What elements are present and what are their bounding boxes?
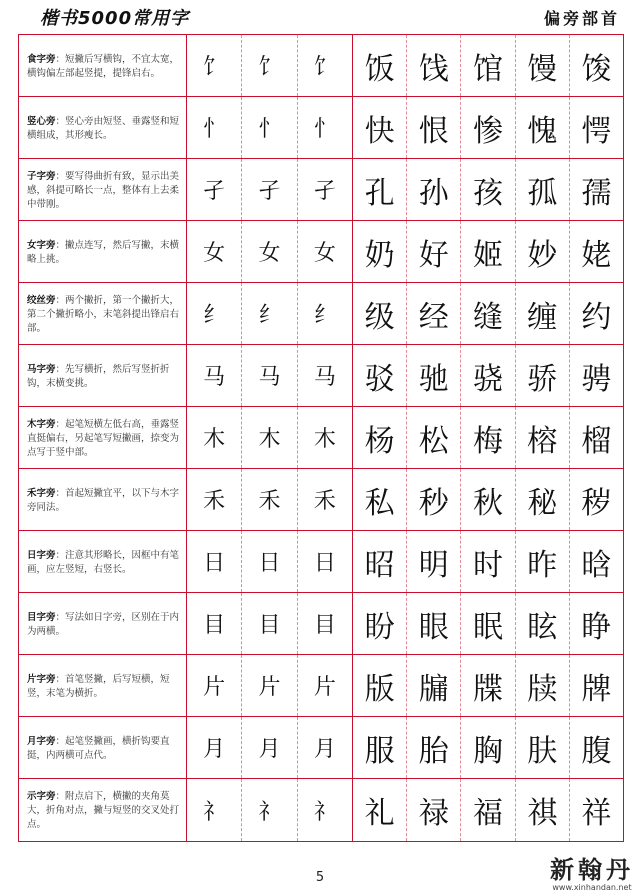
radical-glyph: 纟 bbox=[187, 283, 242, 344]
radical-name: 马字旁 bbox=[27, 363, 56, 375]
radical-description bbox=[19, 97, 187, 158]
example-character: 姬 bbox=[461, 221, 515, 282]
radical-row bbox=[19, 159, 623, 221]
example-character: 榕 bbox=[516, 407, 570, 468]
radical-explanation: ：写法如日字旁，区别在于内为两横。 bbox=[27, 611, 180, 637]
radical-glyph: 木 bbox=[313, 427, 336, 452]
example-characters bbox=[353, 531, 623, 592]
example-character: 骋 bbox=[581, 361, 612, 397]
example-character: 恨 bbox=[407, 97, 461, 158]
radical-name: 禾字旁 bbox=[27, 487, 56, 499]
radical-name: 子字旁 bbox=[27, 170, 56, 182]
example-character: 胎 bbox=[407, 717, 461, 778]
radical-glyph: 月 bbox=[187, 717, 242, 778]
example-character: 福 bbox=[461, 779, 515, 841]
watermark-logo-text: 新翰丹 bbox=[550, 855, 634, 884]
example-character: 秘 bbox=[516, 469, 570, 530]
radical-explanation: ：竖心旁由短竖、垂露竖和短横组成，其形瘦长。 bbox=[27, 115, 180, 141]
example-character: 孺 bbox=[581, 175, 612, 211]
example-characters bbox=[353, 407, 623, 468]
example-characters bbox=[353, 35, 623, 96]
watermark-url: www.xinhandan.net bbox=[552, 883, 632, 892]
example-character: 馆 bbox=[461, 35, 515, 96]
radical-glyph: 孑 bbox=[242, 159, 297, 220]
example-character: 礼 bbox=[353, 779, 407, 841]
radical-practice-cells bbox=[187, 779, 353, 841]
radical-glyph: 片 bbox=[242, 655, 297, 716]
example-character: 盼 bbox=[353, 593, 407, 654]
example-character: 眠 bbox=[461, 593, 515, 654]
radical-practice-cells bbox=[187, 655, 353, 716]
example-character: 秋 bbox=[461, 469, 515, 530]
radical-glyph: 马 bbox=[313, 365, 336, 390]
radical-glyph: 纟 bbox=[313, 303, 336, 328]
example-character: 愕 bbox=[581, 113, 612, 149]
example-characters bbox=[353, 593, 623, 654]
example-character: 眩 bbox=[516, 593, 570, 654]
radical-glyph: 马 bbox=[187, 345, 242, 406]
example-character: 好 bbox=[407, 221, 461, 282]
radical-explanation: ：要写得曲折有致，显示出美感，斜提可略长一点，整体有上去柔中带刚。 bbox=[27, 170, 180, 210]
radical-row bbox=[19, 345, 623, 407]
radical-explanation: ：撇点连写，然后写撇，末横略上挑。 bbox=[27, 239, 180, 265]
example-character: 骁 bbox=[461, 345, 515, 406]
radical-practice-cells bbox=[187, 97, 353, 158]
example-character: 眼 bbox=[407, 593, 461, 654]
radical-row bbox=[19, 97, 623, 159]
radical-name: 目字旁 bbox=[27, 611, 56, 623]
example-character: 孩 bbox=[461, 159, 515, 220]
radical-practice-cells bbox=[187, 345, 353, 406]
example-character: 饯 bbox=[407, 35, 461, 96]
example-character: 缠 bbox=[516, 283, 570, 344]
radical-explanation: ：首起短撇宜平，以下与木字旁同法。 bbox=[27, 487, 180, 513]
radical-explanation: ：首笔竖撇，后写短横，短竖，末笔为横折。 bbox=[27, 673, 170, 699]
radical-name: 女字旁 bbox=[27, 239, 56, 251]
radical-glyph: 片 bbox=[313, 675, 336, 700]
example-character: 惨 bbox=[461, 97, 515, 158]
example-character: 睁 bbox=[581, 609, 612, 645]
example-character: 馂 bbox=[581, 51, 612, 87]
radical-glyph: 女 bbox=[187, 221, 242, 282]
example-character: 腹 bbox=[581, 733, 612, 769]
example-character: 晗 bbox=[581, 547, 612, 583]
radical-glyph: 礻 bbox=[187, 779, 242, 841]
radical-practice-cells bbox=[187, 159, 353, 220]
radical-description bbox=[19, 283, 187, 344]
example-character: 牖 bbox=[407, 655, 461, 716]
example-character: 姥 bbox=[581, 237, 612, 273]
radical-glyph: 月 bbox=[242, 717, 297, 778]
example-character: 缝 bbox=[461, 283, 515, 344]
radical-name: 食字旁 bbox=[27, 53, 56, 65]
example-character: 梅 bbox=[461, 407, 515, 468]
radical-name: 日字旁 bbox=[27, 549, 56, 561]
radical-glyph: 目 bbox=[313, 613, 336, 638]
radical-practice-cells bbox=[187, 593, 353, 654]
radical-row bbox=[19, 717, 623, 779]
watermark bbox=[550, 850, 634, 892]
example-characters bbox=[353, 779, 623, 841]
radical-explanation: ：起笔竖撇画，横折钩要直挺，内两横可点代。 bbox=[27, 735, 170, 761]
radical-practice-table bbox=[18, 34, 624, 842]
radical-explanation: ：起笔短横左低右高，垂露竖直挺偏右，另起笔写短撇画，捺变为点写于竖中部。 bbox=[27, 418, 180, 458]
book-title: 楷书5000常用字 bbox=[40, 8, 190, 29]
radical-description bbox=[19, 407, 187, 468]
example-character: 明 bbox=[407, 531, 461, 592]
example-character: 松 bbox=[407, 407, 461, 468]
radical-explanation: ：先写横折，然后写竖折折钩，末横变挑。 bbox=[27, 363, 170, 389]
radical-row bbox=[19, 407, 623, 469]
radical-glyph: 礻 bbox=[313, 799, 336, 825]
radical-name: 片字旁 bbox=[27, 673, 56, 685]
radical-description bbox=[19, 593, 187, 654]
radical-description bbox=[19, 469, 187, 530]
radical-name: 竖心旁 bbox=[27, 115, 56, 127]
radical-row bbox=[19, 283, 623, 345]
example-character: 骄 bbox=[516, 345, 570, 406]
example-character: 榴 bbox=[581, 423, 612, 459]
radical-glyph: 饣 bbox=[313, 55, 336, 80]
radical-description bbox=[19, 655, 187, 716]
example-character: 驰 bbox=[407, 345, 461, 406]
radical-row bbox=[19, 221, 623, 283]
radical-practice-cells bbox=[187, 407, 353, 468]
example-character: 孙 bbox=[407, 159, 461, 220]
radical-description bbox=[19, 159, 187, 220]
radical-glyph: 纟 bbox=[242, 283, 297, 344]
radical-practice-cells bbox=[187, 531, 353, 592]
example-character: 奶 bbox=[353, 221, 407, 282]
radical-glyph: 饣 bbox=[242, 35, 297, 96]
radical-practice-cells bbox=[187, 221, 353, 282]
radical-row bbox=[19, 531, 623, 593]
example-character: 约 bbox=[581, 299, 612, 335]
radical-glyph: 礻 bbox=[242, 779, 297, 841]
radical-explanation: ：短撇后写横钩，不宜太宽，横钩偏左部起竖提，提锋启右。 bbox=[27, 53, 180, 79]
radical-glyph: 日 bbox=[242, 531, 297, 592]
example-character: 经 bbox=[407, 283, 461, 344]
example-character: 妙 bbox=[516, 221, 570, 282]
example-character: 胸 bbox=[461, 717, 515, 778]
radical-practice-cells bbox=[187, 469, 353, 530]
example-character: 时 bbox=[461, 531, 515, 592]
radical-name: 示字旁 bbox=[27, 791, 56, 802]
example-character: 秽 bbox=[581, 485, 612, 521]
example-characters bbox=[353, 283, 623, 344]
radical-explanation: ：注意其形略长，因框中有笔画，应左竖短，右竖长。 bbox=[27, 549, 180, 575]
example-character: 牍 bbox=[516, 655, 570, 716]
page-header bbox=[0, 0, 640, 30]
example-characters bbox=[353, 469, 623, 530]
radical-description bbox=[19, 221, 187, 282]
radical-description bbox=[19, 717, 187, 778]
radical-practice-cells bbox=[187, 717, 353, 778]
example-character: 孔 bbox=[353, 159, 407, 220]
radical-glyph: 忄 bbox=[187, 97, 242, 158]
radical-row bbox=[19, 469, 623, 531]
radical-glyph: 目 bbox=[187, 593, 242, 654]
radical-description bbox=[19, 531, 187, 592]
page-number: 5 bbox=[315, 870, 325, 885]
example-character: 肤 bbox=[516, 717, 570, 778]
radical-row bbox=[19, 593, 623, 655]
example-characters bbox=[353, 717, 623, 778]
example-character: 级 bbox=[353, 283, 407, 344]
example-characters bbox=[353, 221, 623, 282]
example-character: 祥 bbox=[581, 796, 612, 831]
example-character: 馒 bbox=[516, 35, 570, 96]
radical-glyph: 孑 bbox=[313, 179, 336, 204]
radical-glyph: 女 bbox=[313, 241, 336, 266]
example-characters bbox=[353, 97, 623, 158]
radical-glyph: 木 bbox=[187, 407, 242, 468]
radical-row bbox=[19, 655, 623, 717]
radical-glyph: 片 bbox=[187, 655, 242, 716]
example-character: 牌 bbox=[581, 671, 612, 707]
example-character: 愧 bbox=[516, 97, 570, 158]
radical-glyph: 禾 bbox=[242, 469, 297, 530]
radical-glyph: 禾 bbox=[313, 489, 336, 514]
radical-glyph: 日 bbox=[313, 551, 336, 576]
radical-explanation: ：两个撇折，第一个撇折大，第二个撇折略小，末笔斜提出锋启右部。 bbox=[27, 294, 180, 334]
radical-name: 木字旁 bbox=[27, 418, 56, 430]
radical-name: 月字旁 bbox=[27, 735, 56, 747]
example-character: 秒 bbox=[407, 469, 461, 530]
example-character: 杨 bbox=[353, 407, 407, 468]
radical-glyph: 忄 bbox=[313, 117, 336, 142]
example-characters bbox=[353, 655, 623, 716]
radical-glyph: 禾 bbox=[187, 469, 242, 530]
example-character: 快 bbox=[353, 97, 407, 158]
radical-glyph: 目 bbox=[242, 593, 297, 654]
radical-row bbox=[19, 35, 623, 97]
radical-glyph: 饣 bbox=[187, 35, 242, 96]
example-character: 禄 bbox=[407, 779, 461, 841]
radical-name: 绞丝旁 bbox=[27, 294, 56, 306]
radical-description bbox=[19, 779, 187, 841]
example-characters bbox=[353, 159, 623, 220]
example-character: 孤 bbox=[516, 159, 570, 220]
radical-practice-cells bbox=[187, 283, 353, 344]
example-character: 版 bbox=[353, 655, 407, 716]
example-character: 饭 bbox=[353, 35, 407, 96]
radical-row bbox=[19, 779, 623, 841]
radical-glyph: 日 bbox=[187, 531, 242, 592]
example-characters bbox=[353, 345, 623, 406]
radical-explanation: ：附点启下，横撇的夹角莫大，折角对点，撇与短竖的交叉处打点。 bbox=[27, 791, 180, 830]
radical-glyph: 木 bbox=[242, 407, 297, 468]
radical-practice-cells bbox=[187, 35, 353, 96]
radical-description bbox=[19, 35, 187, 96]
example-character: 昭 bbox=[353, 531, 407, 592]
radical-glyph: 忄 bbox=[242, 97, 297, 158]
example-character: 祺 bbox=[516, 779, 570, 841]
example-character: 服 bbox=[353, 717, 407, 778]
radical-glyph: 马 bbox=[242, 345, 297, 406]
radical-glyph: 孑 bbox=[187, 159, 242, 220]
example-character: 私 bbox=[353, 469, 407, 530]
radical-glyph: 月 bbox=[313, 737, 336, 762]
radical-description bbox=[19, 345, 187, 406]
section-title: 偏旁部首 bbox=[543, 9, 620, 28]
radical-glyph: 女 bbox=[242, 221, 297, 282]
example-character: 牒 bbox=[461, 655, 515, 716]
example-character: 驳 bbox=[353, 345, 407, 406]
example-character: 昨 bbox=[516, 531, 570, 592]
